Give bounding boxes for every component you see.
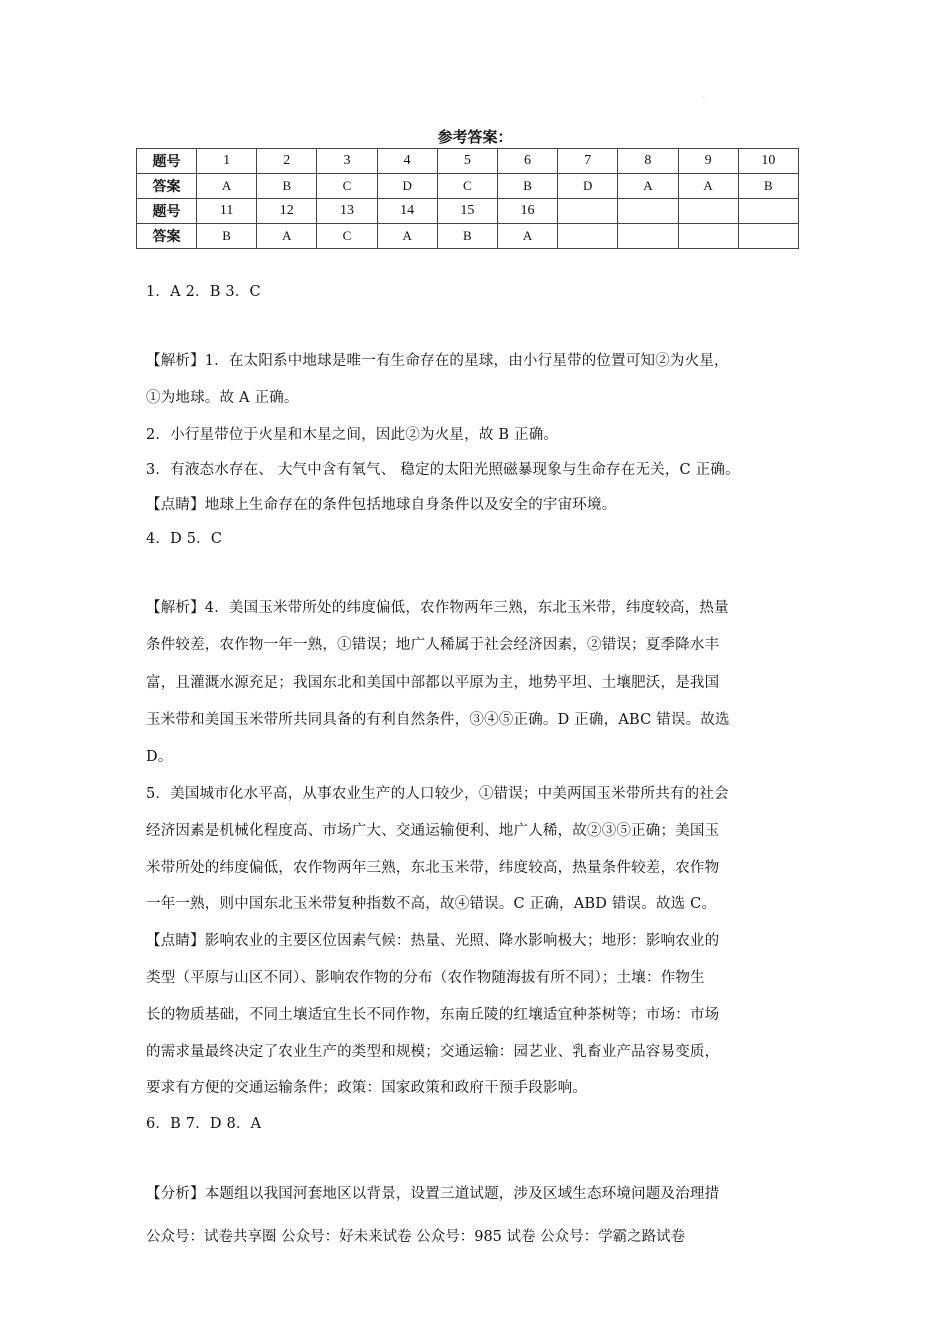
analysis-paragraph-line: 5．美国城市化水平高，从事农业生产的人口较少，①错误；中美两国玉米带所共有的社会 [146, 786, 729, 802]
answer-cell: A [197, 174, 257, 199]
analysis-paragraph-line: 3．有液态水存在、 大气中含有氧气、 稳定的太阳光照磁暴现象与生命存在无关，C 正确。 [146, 462, 740, 478]
analysis-paragraph-line: 一年一熟，则中国东北玉米带复种指数不高，故④错误。C 正确，ABD 错误。故选 C。 [146, 896, 717, 912]
question-number: 16 [497, 199, 557, 224]
answer-cell [558, 224, 618, 249]
table-row-numbers-2 [137, 199, 799, 224]
answer-cell: B [197, 224, 257, 249]
analysis-paragraph-line: 富，且灌溉水源充足；我国东北和美国中部都以平原为主，地势平坦、土壤肥沃，是我国 [146, 675, 720, 691]
answer-cell: A [678, 174, 738, 199]
question-number [738, 199, 798, 224]
note-paragraph-line: 长的物质基础，不同土壤适宜生长不同作物，东南丘陵的红壤适宜种茶树等；市场：市场 [146, 1007, 720, 1023]
answer-cell: B [738, 174, 798, 199]
analysis-paragraph-line: 经济因素是机械化程度高、市场广大、交通运输便利、地广人稀，故②③⑤正确；美国玉 [146, 823, 720, 839]
table-row-numbers-1 [137, 149, 799, 174]
question-number: 3 [317, 149, 377, 174]
question-number: 1 [197, 149, 257, 174]
analysis-paragraph-line: ①为地球。故 A 正确。 [146, 390, 299, 406]
question-number: 8 [618, 149, 678, 174]
answer-summary-line: 6．B 7．D 8．A [146, 1116, 262, 1132]
table-row-answers-2 [137, 224, 799, 249]
answer-cell: B [257, 174, 317, 199]
corner-mark: · [703, 94, 705, 101]
page-footer: 公众号：试卷共享圈 公众号：好未来试卷 公众号：985 试卷 公众号：学霸之路试卷 [146, 1229, 686, 1245]
analysis-paragraph-line: 【解析】1．在太阳系中地球是唯一有生命存在的星球，由小行星带的位置可知②为火星， [146, 353, 729, 369]
question-number: 14 [377, 199, 437, 224]
question-number: 5 [437, 149, 497, 174]
answer-cell: A [257, 224, 317, 249]
question-number: 13 [317, 199, 377, 224]
answer-cell: A [497, 224, 557, 249]
note-paragraph-line: 【点睛】地球上生命存在的条件包括地球自身条件以及安全的宇宙环境。 [146, 497, 617, 513]
row-label-answer: 答案 [137, 224, 197, 249]
question-number: 12 [257, 199, 317, 224]
answer-cell: D [558, 174, 618, 199]
answer-table [136, 148, 799, 249]
analysis-paragraph-line: 条件较差，农作物一年一熟，①错误；地广人稀属于社会经济因素，②错误；夏季降水丰 [146, 637, 720, 653]
answer-cell: B [437, 224, 497, 249]
question-number: 6 [497, 149, 557, 174]
question-number: 9 [678, 149, 738, 174]
question-number [618, 199, 678, 224]
note-paragraph-line: 类型（平原与山区不同）、影响农作物的分布（农作物随海拔有所不同）；土壤：作物生 [146, 970, 705, 986]
answer-cell [618, 224, 678, 249]
answer-cell [678, 224, 738, 249]
question-number: 15 [437, 199, 497, 224]
answer-cell: D [377, 174, 437, 199]
question-number: 10 [738, 149, 798, 174]
analysis-paragraph-line: 2．小行星带位于火星和木星之间，因此②为火星，故 B 正确。 [146, 427, 559, 443]
analysis-paragraph-line: 【分析】本题组以我国河套地区以背景，设置三道试题，涉及区域生态环境问题及治理措 [146, 1186, 720, 1202]
note-paragraph-line: 要求有方便的交通运输条件；政策：国家政策和政府干预手段影响。 [146, 1080, 587, 1096]
note-paragraph-line: 【点睛】影响农业的主要区位因素气候：热量、光照、降水影响极大；地形：影响农业的 [146, 933, 720, 949]
answer-cell: C [437, 174, 497, 199]
question-number: 7 [558, 149, 618, 174]
analysis-paragraph-line: 米带所处的纬度偏低，农作物两年三熟，东北玉米带，纬度较高，热量条件较差，农作物 [146, 860, 720, 876]
answer-summary-line: 1．A 2．B 3．C [146, 284, 261, 300]
row-label-number: 题号 [137, 199, 197, 224]
answer-cell: C [317, 174, 377, 199]
question-number: 4 [377, 149, 437, 174]
answer-summary-line: 4．D 5．C [146, 531, 223, 547]
row-label-number: 题号 [137, 149, 197, 174]
table-row-answers-1 [137, 174, 799, 199]
answer-cell: A [618, 174, 678, 199]
analysis-paragraph-line: 【解析】4．美国玉米带所处的纬度偏低，农作物两年三熟，东北玉米带，纬度较高，热量 [146, 600, 729, 616]
page-title: 参考答案： [437, 128, 513, 146]
note-paragraph-line: 的需求量最终决定了农业生产的类型和规模；交通运输：园艺业、乳畜业产品容易变质， [146, 1044, 720, 1060]
question-number [678, 199, 738, 224]
answer-cell: C [317, 224, 377, 249]
answer-cell: A [377, 224, 437, 249]
question-number: 11 [197, 199, 257, 224]
answer-cell: B [497, 174, 557, 199]
answer-cell [738, 224, 798, 249]
question-number: 2 [257, 149, 317, 174]
analysis-paragraph-line: D。 [146, 749, 173, 765]
question-number [558, 199, 618, 224]
analysis-paragraph-line: 玉米带和美国玉米带所共同具备的有利自然条件，③④⑤正确。D 正确，ABC 错误。故选 [146, 712, 730, 728]
row-label-answer: 答案 [137, 174, 197, 199]
